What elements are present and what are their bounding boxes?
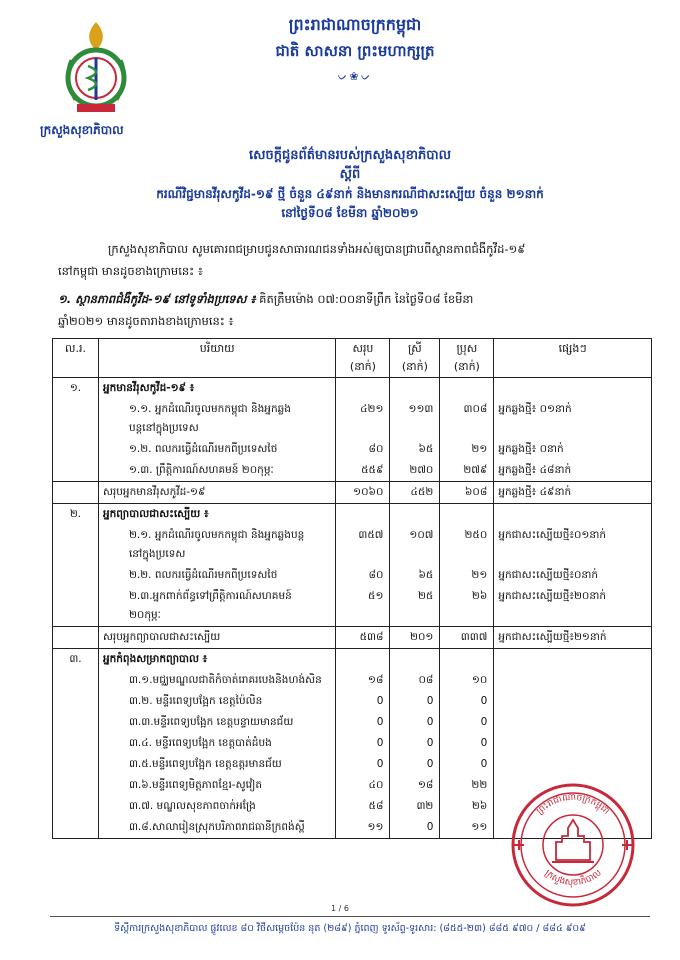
kingdom-header xyxy=(190,14,520,84)
stamp-inner-text: ក្រសួងសុខាភិបាល xyxy=(542,868,604,889)
row-male: ២៦ xyxy=(440,586,494,627)
page-number: 1 / 6 xyxy=(331,904,349,913)
row-total: ១៨ xyxy=(336,670,390,691)
footer-address: ទីស្ដីការក្រសួងសុខាភិបាល ផ្លូវលេខ ៨០ វិថីសម្ដេចប៉ែន នុត (២៨៩) ភ្នំពេញ ទូរស័ព្ទ-ទូរសារ: (៨៥៥-២៣) ៨៨៥ ៩៧០ / ៨៨៤ ៩០៩ xyxy=(114,923,586,934)
row-female: 0 xyxy=(390,817,440,839)
table-row xyxy=(53,670,652,691)
row-female: ១១៣ xyxy=(390,399,440,439)
group-title: អ្នកព្យាបាលជាសះស្បើយ ៖ xyxy=(98,504,336,526)
table-total-row xyxy=(53,627,652,649)
row-total: ៤០ xyxy=(336,775,390,796)
title-line-4: នៅថ្ងៃទី០៨ ខែមីនា ឆ្នាំ២០២១ xyxy=(281,206,419,220)
total-male: ៦០៨ xyxy=(440,482,494,504)
kingdom-name: ព្រះរាជាណាចក្រកម្ពុជា xyxy=(288,15,422,34)
section-1-text-1: គិតត្រឹមម៉ោង ០៧:០០នាទីព្រឹក នៃថ្ងៃទី០៨ ខែមីនា xyxy=(255,292,474,306)
ministry-logo-icon xyxy=(55,20,137,116)
table-row xyxy=(53,399,652,439)
group-no: ៣. xyxy=(53,649,99,671)
row-male: ១០ xyxy=(440,670,494,691)
row-desc: ២.១. អ្នកដំណើរចូលមកកម្ពុជា និងអ្នកឆ្លងបន្ត នៅក្នុងប្រទេស xyxy=(98,525,336,565)
total-desc: សរុបអ្នកមានវីរុសកូវីដ-១៩ xyxy=(98,482,336,504)
row-total: ៥១ xyxy=(336,586,390,627)
row-desc: ២.៣.អ្នកពាក់ព័ន្ធទៅព្រឹត្តិការណ៍សហគមន៍ ២០កុម្ភៈ xyxy=(98,586,336,627)
row-female: ៦៥ xyxy=(390,439,440,460)
title-line-2: ស្ដីពី xyxy=(339,167,361,182)
row-male: ២៦ xyxy=(440,796,494,817)
group-title: អ្នកកំពុងសម្រាកព្យាបាល ៖ xyxy=(98,649,336,671)
row-female: 0 xyxy=(390,712,440,733)
row-male: ២១ xyxy=(440,439,494,460)
section-1-text-2: ឆ្នាំ២០២១ មានដូចតារាងខាងក្រោមនេះ ៖ xyxy=(58,314,234,328)
row-desc: ៣.៣.មន្ទីរពេទ្យបង្អែក ខេត្តបន្ទាយមានជ័យ xyxy=(98,712,336,733)
covid-stats-table xyxy=(52,338,652,839)
row-total: ៣៥៧ xyxy=(336,525,390,565)
row-male: ២៧៩ xyxy=(440,460,494,482)
header-male: ប្រុស (នាក់) xyxy=(440,339,494,378)
header-desc: បរិយាយ xyxy=(98,339,336,378)
row-total: ៥៥៩ xyxy=(336,460,390,482)
table-row xyxy=(53,504,652,526)
total-value: ១០៦០ xyxy=(336,482,390,504)
table-row xyxy=(53,733,652,754)
row-female: 0 xyxy=(390,733,440,754)
total-desc: សរុបអ្នកព្យាបាលជាសះស្បើយ xyxy=(98,627,336,649)
row-total: 0 xyxy=(336,712,390,733)
header-female: ស្រី (នាក់) xyxy=(390,339,440,378)
row-female: ០៨ xyxy=(390,670,440,691)
title-line-3: ករណីវិជ្ជមានវីរុសកូវីដ-១៩ ថ្មី ចំនួន ៤៩នាក់ និងមានករណីជាសះស្បើយ ចំនួន ២១នាក់ xyxy=(156,187,544,201)
row-desc: ២.២. ពលករធ្វើដំណើរមកពីប្រទេសថៃ xyxy=(98,565,336,586)
row-female: ៦៥ xyxy=(390,565,440,586)
group-no: ១. xyxy=(53,378,99,400)
row-desc: ៣.៨.សាលារៀនស្រុកបរិភាពរាជធានីក្រពង់ស្ពឺ xyxy=(98,817,336,839)
row-male: ២២ xyxy=(440,775,494,796)
row-total: 0 xyxy=(336,691,390,712)
national-motto: ជាតិ សាសនា ព្រះមហាក្សត្រ xyxy=(275,42,435,60)
row-desc: ៣.៦.មន្ទីរពេទ្យមិត្តភាពខ្មែរ-សូវៀត xyxy=(98,775,336,796)
stamp-outer-text: ព្រះរាជាណាចក្រកម្ពុជា xyxy=(535,792,612,817)
row-total: ៥៨ xyxy=(336,796,390,817)
row-female: ១០៧ xyxy=(390,525,440,565)
table-row xyxy=(53,460,652,482)
row-desc: ៣.២. មន្ទីរពេទ្យបង្អែក ខេត្តប៉ៃលិន xyxy=(98,691,336,712)
table-row xyxy=(53,586,652,627)
section-1 xyxy=(58,288,658,332)
row-desc: ៣.១.មជ្ឈមណ្ឌលជាតិកំចាត់រោគរបេងនិងហង់សិន xyxy=(98,670,336,691)
svg-text:ព្រះរាជាណាចក្រកម្ពុជា xyxy=(535,793,611,817)
row-male: 0 xyxy=(440,754,494,775)
row-total: ៤២១ xyxy=(336,399,390,439)
row-male: ២១ xyxy=(440,565,494,586)
row-note: អ្នកឆ្លងថ្មី៖ ០នាក់ xyxy=(494,439,652,460)
row-note: អ្នកជាសះស្បើយថ្មី៖២០នាក់ xyxy=(494,586,652,627)
row-female: ៣២ xyxy=(390,796,440,817)
row-male: 0 xyxy=(440,712,494,733)
total-note: អ្នកឆ្លងថ្មី៖ ៤៩នាក់ xyxy=(494,482,652,504)
row-total: 0 xyxy=(336,754,390,775)
row-desc: ១.៣. ព្រឹត្តិការណ៍សហគមន៍ ២០កុម្ភៈ xyxy=(98,460,336,482)
intro-line-1: ក្រសួងសុខាភិបាល សូមគោរពជម្រាបជូនសាធារណជនទាំងអស់ឲ្យបានជ្រាបពីស្ថានភាពជំងឺកូវីដ-១៩ xyxy=(108,242,526,256)
intro-paragraph xyxy=(58,238,658,282)
header-other: ផ្សេងៗ xyxy=(494,339,652,378)
svg-text:ក្រសួងសុខាភិបាល xyxy=(543,868,604,888)
header-ornament: ᨆ❀ᨆ xyxy=(337,70,373,83)
table-row xyxy=(53,649,652,671)
row-female: ២៥ xyxy=(390,586,440,627)
table-row xyxy=(53,691,652,712)
row-total: 0 xyxy=(336,733,390,754)
intro-line-2: នៅកម្ពុជា មានដូចខាងក្រោមនេះ ៖ xyxy=(58,264,203,278)
row-female: 0 xyxy=(390,691,440,712)
table-row xyxy=(53,565,652,586)
footer-divider xyxy=(50,916,650,917)
row-total: ៨០ xyxy=(336,565,390,586)
title-line-1: សេចក្ដីជូនព័ត៌មានរបស់ក្រសួងសុខាភិបាល xyxy=(249,148,451,163)
table-row xyxy=(53,378,652,400)
row-total: ១១ xyxy=(336,817,390,839)
table-header-row xyxy=(53,339,652,378)
row-total: ៨០ xyxy=(336,439,390,460)
table-row xyxy=(53,439,652,460)
header-total: សរុប (នាក់) xyxy=(336,339,390,378)
row-note: អ្នកឆ្លងថ្មី៖ ០១នាក់ xyxy=(494,399,652,439)
row-male: ១១ xyxy=(440,817,494,839)
group-no: ២. xyxy=(53,504,99,526)
total-male: ៣៣៧ xyxy=(440,627,494,649)
row-note: អ្នកជាសះស្បើយថ្មី៖០នាក់ xyxy=(494,565,652,586)
row-desc: ៣.៥.មន្ទីរពេទ្យបង្អែក ខេត្តឧត្តរមានជ័យ xyxy=(98,754,336,775)
total-value: ៥៣៨ xyxy=(336,627,390,649)
total-note: អ្នកជាសះស្បើយថ្មី៖២១នាក់ xyxy=(494,627,652,649)
row-desc: ១.២. ពលករធ្វើដំណើរមកពីប្រទេសថៃ xyxy=(98,439,336,460)
total-female: ៤៥២ xyxy=(390,482,440,504)
row-male: ៣០៨ xyxy=(440,399,494,439)
document-title xyxy=(120,146,580,222)
row-male: ២៥០ xyxy=(440,525,494,565)
row-female: ១៨ xyxy=(390,775,440,796)
row-male: 0 xyxy=(440,733,494,754)
row-desc: ៣.៧. មណ្ឌលសុខភាពចាក់អង្រែ xyxy=(98,796,336,817)
row-male: 0 xyxy=(440,691,494,712)
table-total-row xyxy=(53,482,652,504)
row-desc: ១.១. អ្នកដំណើរចូលមកកម្ពុជា និងអ្នកឆ្លង បន្តនៅក្នុងប្រទេស xyxy=(98,399,336,439)
table-row xyxy=(53,712,652,733)
group-title: អ្នកមានវីរុសកូវីដ-១៩ ៖ xyxy=(98,378,336,400)
row-female: ២៧០ xyxy=(390,460,440,482)
ministry-name: ក្រសួងសុខាភិបាល xyxy=(40,123,124,137)
section-1-heading: ១. ស្ថានភាពជំងឺកូវីដ-១៩ នៅទូទាំងប្រទេស ៖ xyxy=(58,292,256,306)
total-female: ២០១ xyxy=(390,627,440,649)
row-female: 0 xyxy=(390,754,440,775)
official-stamp-icon xyxy=(508,780,638,910)
row-note: អ្នកឆ្លងថ្មី៖ ៤៨នាក់ xyxy=(494,460,652,482)
table-row xyxy=(53,754,652,775)
table-row xyxy=(53,525,652,565)
row-desc: ៣.៤. មន្ទីរពេទ្យបង្អែក ខេត្តបាត់ដំបង xyxy=(98,733,336,754)
row-note: អ្នកជាសះស្បើយថ្មី៖០១នាក់ xyxy=(494,525,652,565)
header-no: ល.រ. xyxy=(53,339,99,378)
